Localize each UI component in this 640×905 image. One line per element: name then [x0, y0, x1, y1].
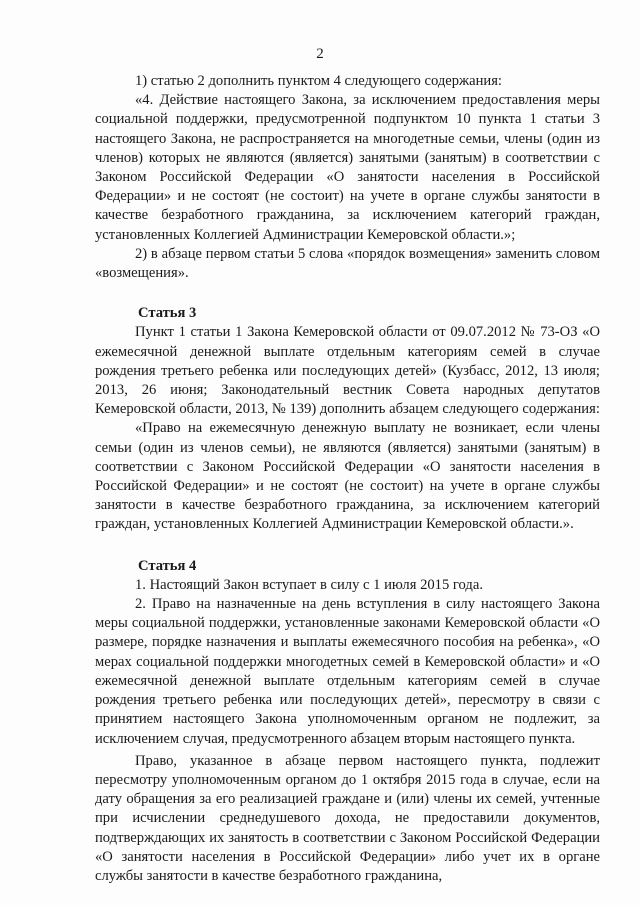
- heading-article-3: Статья 3: [138, 305, 197, 322]
- paragraph-article-3-quote: «Право на ежемесячную денежную выплату не возникает, если члены семьи (один из членов семьи), не являются (является) занятыми (занятым) в соответствии с Законом Российской Федерации «О занятости населения в Российской Федерации» и не состоят (не состоит) на учете в органе службы занятости в качестве безработного гражданина, за исключением категорий граждан, установленных Коллегией Администрации Кемеровской области.».: [95, 420, 600, 533]
- paragraph-quoted-point-4: «4. Действие настоящего Закона, за исключением предоставления меры социальной поддержки, предусмотренной подпунктом 10 пункта 1 статьи 3 настоящего Закона, не распространяется на многодетные семьи, члены (один из членов) которых не являются (является) занятыми (занятым) в соответствии с Законом Российской Федерации «О занятости населения в Российской Федерации» и не состоят (не состоит) на учете в органе службы занятости в качестве безработного гражданина, за исключением категорий граждан, установленных Коллегией Администрации Кемеровской области.»;: [95, 92, 600, 243]
- heading-article-4: Статья 4: [138, 557, 197, 574]
- paragraph-amend-article-2: 1) статью 2 дополнить пунктом 4 следующего содержания:: [135, 73, 502, 89]
- paragraph-article-4-point-2: 2. Право на назначенные на день вступления в силу настоящего Закона меры социальной поддержки, установленные законами Кемеровской области «О размере, порядке назначения и выплаты ежемесячного пособия на ребенка», «О мерах социальной поддержки многодетных семей в Кемеровской области» и «О ежемесячной денежной выплате отдельным категориям семей в случае рождения третьего ребенка или последующих детей», пересмотру в связи с принятием настоящего Закона уполномоченным органом не подлежит, за исключением случая, предусмотренного абзацем вторым настоящего пункта.: [95, 596, 600, 747]
- document-body: [95, 72, 600, 886]
- page-number: 2: [316, 46, 324, 62]
- paragraph-article-4-point-1: 1. Настоящий Закон вступает в силу с 1 июля 2015 года.: [135, 576, 483, 593]
- paragraph-article-3-intro: Пункт 1 статьи 1 Закона Кемеровской области от 09.07.2012 № 73-ОЗ «О ежемесячной денежной выплате отдельным категориям семей в случае рождения третьего ребенка или последующих детей» (Кузбасс, 2012, 13 июля; 2013, 26 июня; Законодательный вестник Совета народных депутатов Кемеровской области, 2013, № 139) дополнить абзацем следующего содержания:: [95, 324, 600, 418]
- paragraph-amend-article-5: 2) в абзаце первом статьи 5 слова «порядок возмещения» заменить словом «возмещения».: [95, 245, 600, 282]
- paragraph-article-4-point-2-part-2: Право, указанное в абзаце первом настоящего пункта, подлежит пересмотру уполномоченным органом до 1 октября 2015 года в случае, если на дату обращения за его реализацией граждане и (или) члены их семей, учтенные при исчислении среднедушевого дохода, не предоставили документов, подтверждающих их занятость в соответствии с Законом Российской Федерации «О занятости населения в Российской Федерации» либо учет их в органе службы занятости в качестве безработного гражданина,: [95, 752, 600, 884]
